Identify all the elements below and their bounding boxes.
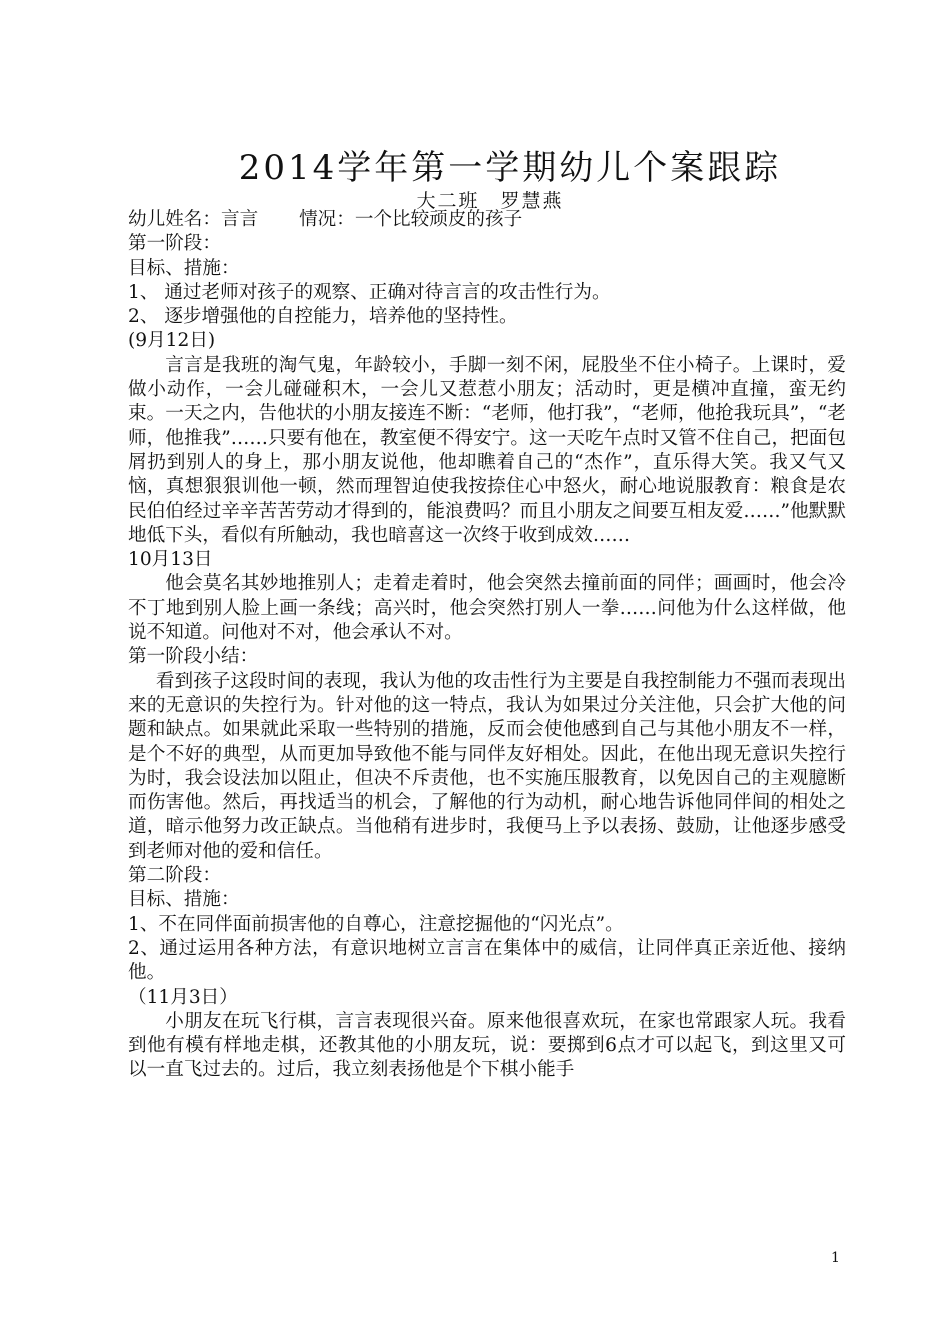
document-body [128,208,846,1083]
document-title: 2014学年第一学期幼儿个案跟踪 [238,148,782,188]
stage1-goal-1: 1、 通过老师对孩子的观察、正确对待言言的攻击性行为。 [128,281,611,303]
page-number: 1 [831,1250,840,1266]
stage2-paragraph-1: 小朋友在玩飞行棋，言言表现很兴奋。原来他很喜欢玩，在家也常跟家人玩。我看到他有模有样地走棋，还教其他的小朋友玩，说：要掷到6点才可以起飞，到这里又可以一直飞过去的。过后，我立刻表扬他是个下棋小能手 [128,1010,846,1081]
stage1-goal-2: 2、 逐步增强他的自控能力，培养他的坚持性。 [128,306,518,328]
stage1-paragraph-1: 言言是我班的淘气鬼，年龄较小，手脚一刻不闲，屁股坐不住小椅子。上课时，爱做小动作，一会儿碰碰积木，一会儿又惹惹小朋友；活动时，更是横冲直撞，蛮无约束。一天之内，告他状的小朋友接连不断：“老师，他打我”，“老师，他抢我玩具”，“老师，他推我”……只要有他在，教室便不得安宁。这一天吃午点时又管不住自己，把面包屑扔到别人的身上，那小朋友说他，他却瞧着自己的“杰作”，直乐得大笑。我又气又恼，真想狠狠训他一顿，然而理智迫使我按捺住心中怒火，耐心地说服教育：粮食是农民伯伯经过辛辛苦苦劳动才得到的，能浪费吗？而且小朋友之间要互相友爱……”他默默地低下头，看似有所触动，我也暗喜这一次终于收到成效…… [128,354,846,546]
stage1-date-2: 10月13日 [128,549,213,571]
document-subtitle: 大二班 罗慧燕 [416,190,564,212]
stage1-heading: 第一阶段： [128,233,221,255]
stage2-goal-1: 1、不在同伴面前损害他的自尊心，注意挖掘他的“闪光点”。 [128,913,624,935]
stage2-goals-heading: 目标、措施： [128,889,240,911]
stage2-goal-2: 2、通过运用各种方法，有意识地树立言言在集体中的威信，让同伴真正亲近他、接纳他。 [128,937,846,984]
info-line [128,208,846,232]
stage2-date-1: （11月3日） [128,986,238,1008]
stage1-goals-heading: 目标、措施： [128,257,240,279]
stage1-paragraph-2: 他会莫名其妙地推别人；走着走着时，他会突然去撞前面的同伴；画画时，他会冷不丁地到别人脸上画一条线；高兴时，他会突然打别人一拳……问他为什么这样做，他说不知道。问他对不对，他会承认不对。 [128,573,846,644]
stage1-date-1: (9月12日) [128,330,216,352]
stage1-summary-heading: 第一阶段小结： [128,646,259,668]
child-name: 幼儿姓名：言言 [128,209,259,230]
stage1-summary: 看到孩子这段时间的表现，我认为他的攻击性行为主要是自我控制能力不强而表现出来的无意识的失控行为。针对他的这一特点，我认为如果过分关注他，只会扩大他的问题和缺点。如果就此采取一些特别的措施，反而会使他感到自己与其他小朋友不一样，是个不好的典型，从而更加导致他不能与同伴友好相处。因此，在他出现无意识失控行为时，我会设法加以阻止，但决不斥责他，也不实施压服教育，以免因自己的主观臆断而伤害他。然后，再找适当的机会，了解他的行为动机，耐心地告诉他同伴间的相处之道，暗示他努力改正缺点。当他稍有进步时，我便马上予以表扬、鼓励，让他逐步感受到老师对他的爱和信任。 [128,670,846,862]
child-situation: 情况：一个比较顽皮的孩子 [299,209,523,230]
stage2-heading: 第二阶段： [128,865,221,887]
